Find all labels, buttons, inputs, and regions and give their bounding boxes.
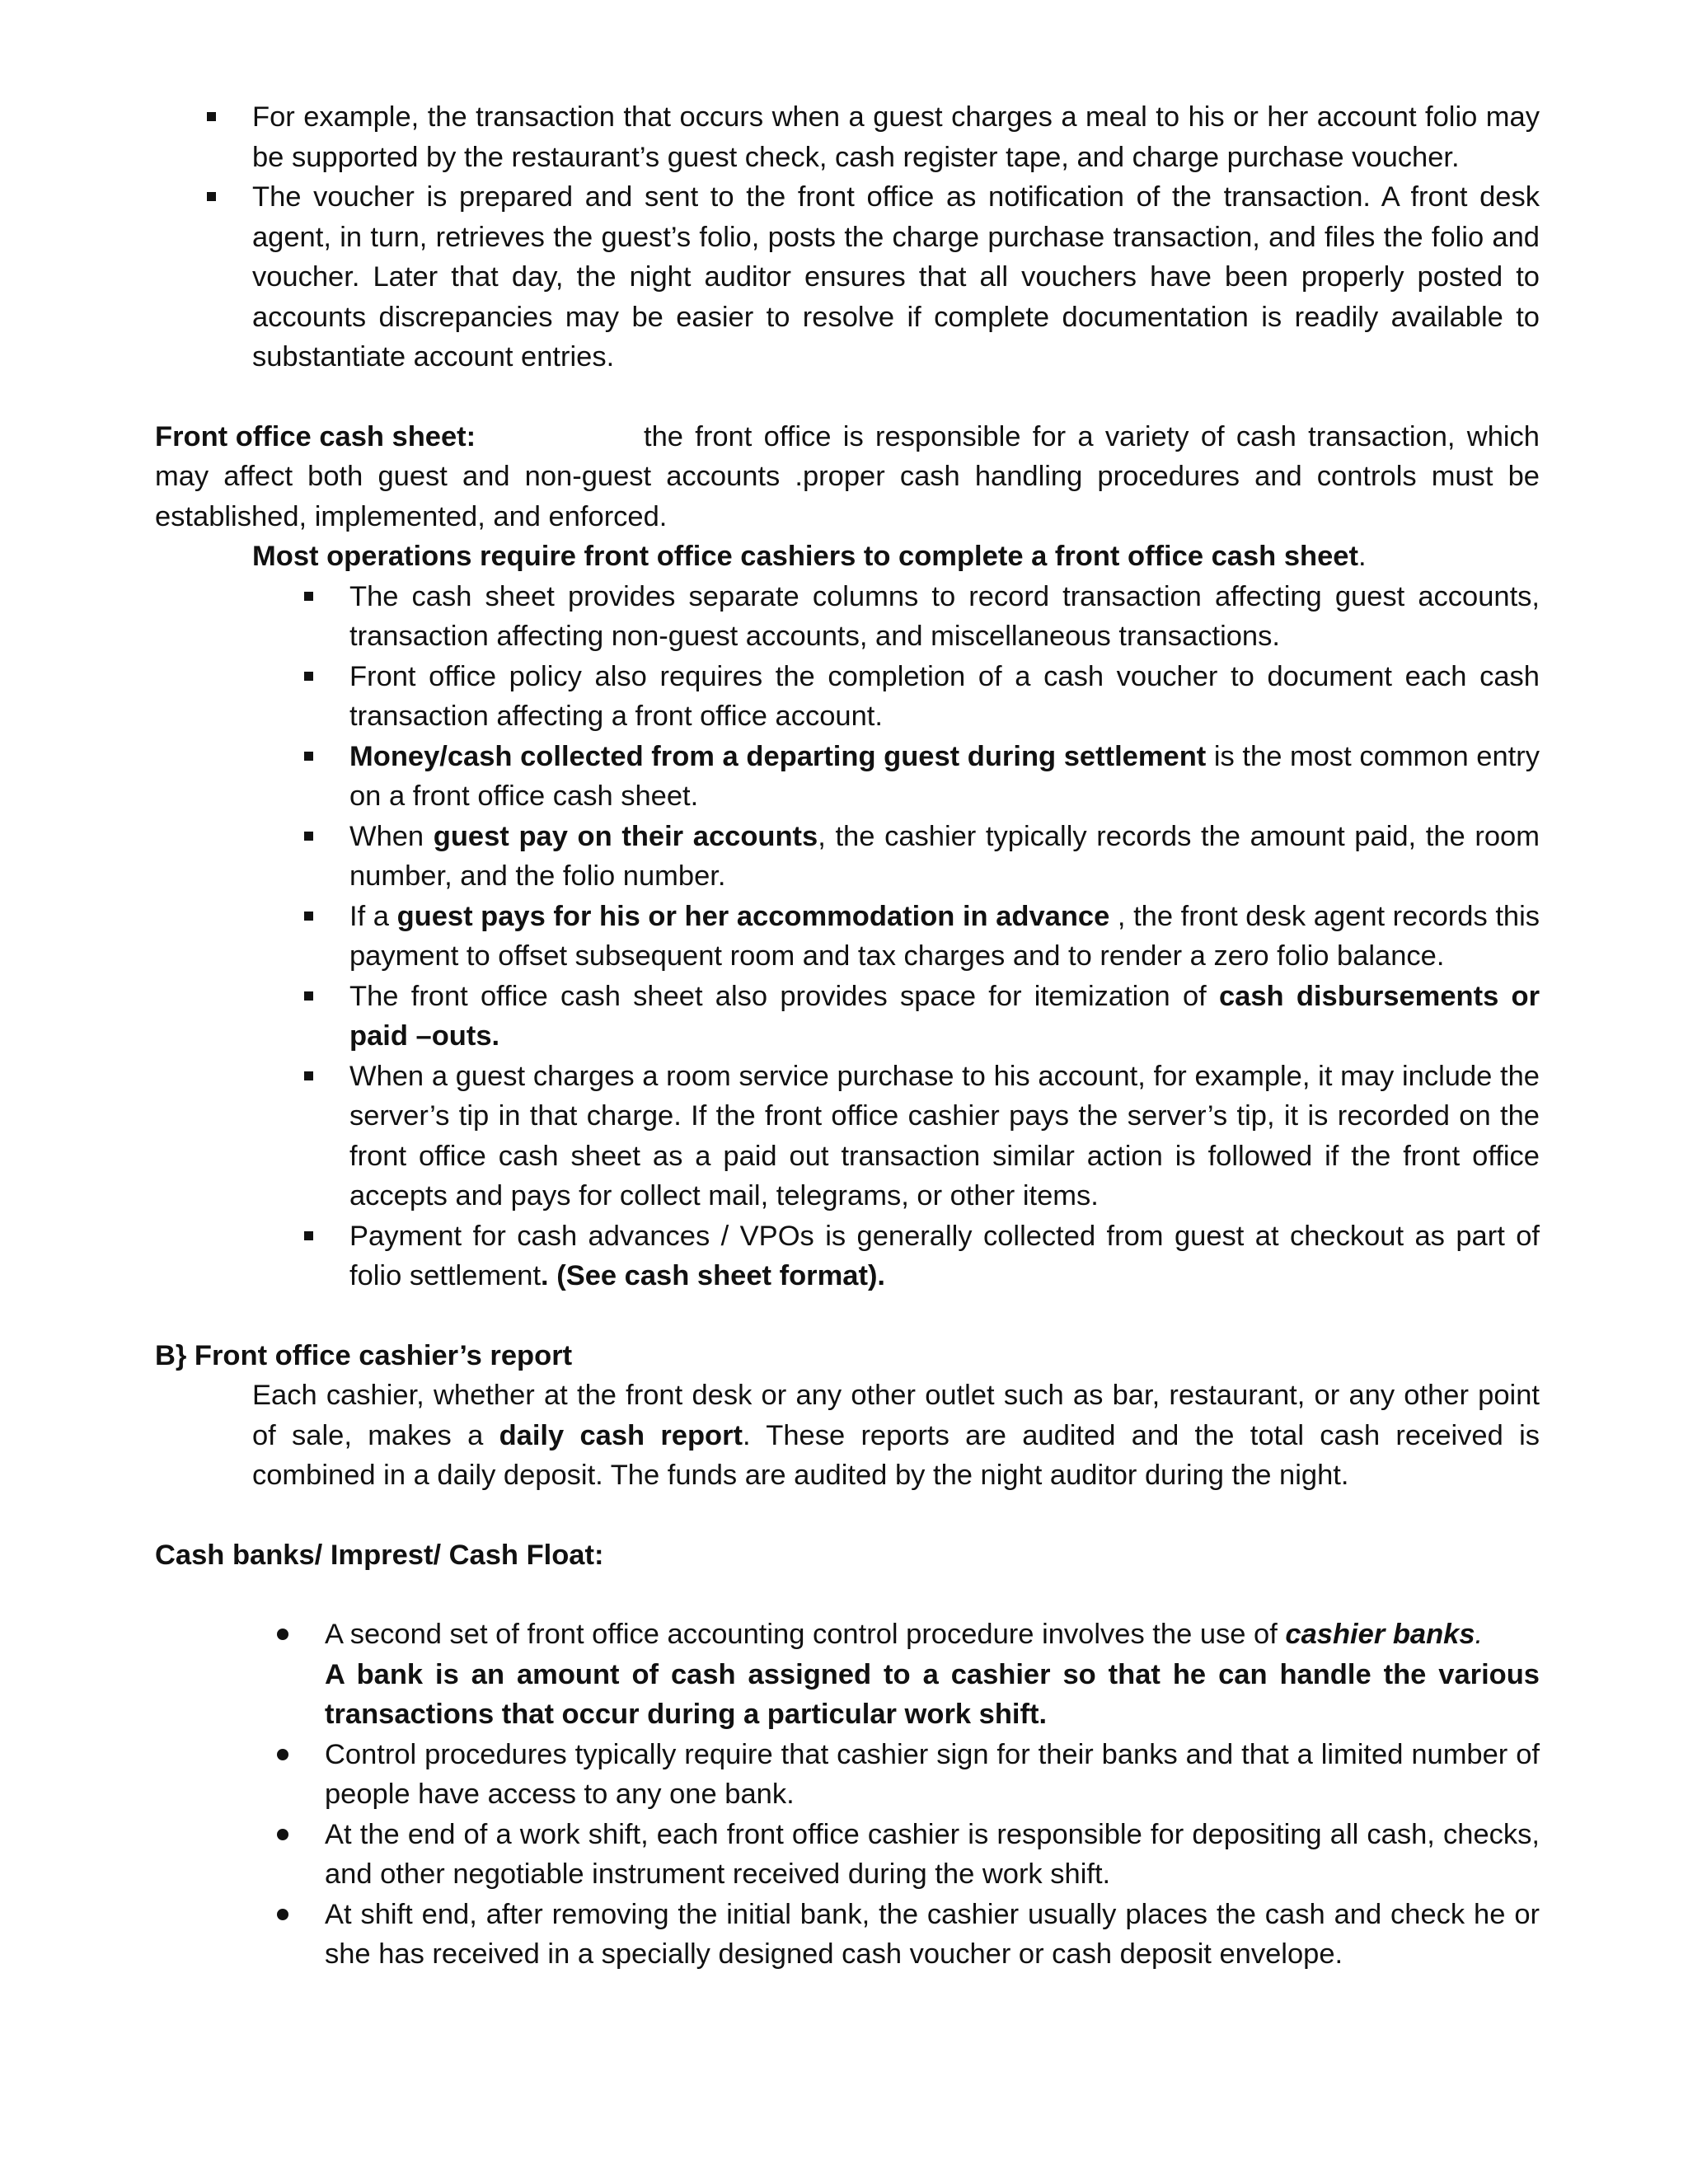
list-item: Front office policy also requires the completion of a cash voucher to document each cash transaction affecting a front office account. [252,657,1540,737]
list-item: At the end of a work shift, each front office cashier is responsible for depositing all cash, checks, and other negotiable instrument received during the work shift. [252,1815,1540,1895]
cash-banks-heading: Cash banks/ Impres​t/ Cash Float: [155,1539,604,1571]
bold-text: cash disbursements or paid –outs. [349,980,1540,1052]
text: A second set of front office accounting control procedure involves the use of [325,1619,1286,1650]
cash-sheet-lead-tail: . [1357,541,1367,572]
cash-sheet-lead [252,537,1540,577]
bold-text: daily cash report [499,1419,743,1451]
list-item [252,897,1540,977]
cash-sheet-lead-bold: Most operations require front office cashiers to complete a front office cash sheet [252,541,1358,572]
text: . These reports are audited and the total cash received is combined in a daily deposit. The funds are audited by the night auditor during the night. [252,1419,1540,1491]
text: Each cashier, whether at the front desk or any other outlet such as bar, restaurant, or any other point of sale, makes a [252,1380,1540,1451]
list-item: When a guest charges a room service purchase to his account, for example, it may include the server’s tip in that charge. If the front office cashier pays the server’s tip, it is recorded on the front office cash sheet as a paid out transaction similar action is followed if the front office accepts and pays for collect mail, telegrams, or other items. [252,1057,1540,1216]
cash-sheet-intro-text: the front office is responsible for a variety of cash transaction, which may affect both guest and non-guest accounts .proper cash handling procedures and controls must be established, implemented, and enforced. [155,420,1540,532]
text: When [349,820,434,852]
cashier-report-heading: B} Front office cashier’s report [155,1339,573,1371]
list-item: Control procedures typically require that cashier sign for their banks and that a limited number of people have access to any one bank. [252,1735,1540,1815]
text: If a [349,900,397,932]
text: , the cashier typically records the amount paid, the room number, and the folio number. [349,820,1540,892]
list-item [252,1615,1540,1735]
bold-text: . (See cash sheet format). [541,1260,886,1291]
list-item: At shift end, after removing the initial bank, the cashier usually places the cash and check he or she has received in a specially designed cash voucher or cash deposit envelope. [252,1895,1540,1975]
bold-text: Money/cash collected from a departing guest during settlement [349,740,1207,772]
list-item: For example, the transaction that occurs when a guest charges a meal to his or her account folio may be supported by the restaurant’s guest check, cash register tape, and charge purchase voucher. [155,97,1540,177]
text: Payment for cash advances / VPOs is generally collected from guest at checkout as part of folio settlement [349,1220,1540,1291]
bold-text: guest pays for his or her accommodation in advance [396,900,1110,932]
text: The front office cash sheet also provides space for itemization of [349,980,1219,1012]
list-item [252,817,1540,897]
text: , the front desk agent records this payment to offset subsequent room and tax charges and to render a zero folio balance. [349,900,1540,972]
list-item [252,977,1540,1057]
bold-text: A bank is an amount of cash assigned to a cashier so that he can handle the various transactions that occur during a particular work shift. [325,1658,1540,1730]
list-item [252,1216,1540,1296]
text: . [1475,1619,1484,1650]
cash-banks-bullet-list [252,1615,1540,1975]
text: is the most common entry on a front office cash sheet. [349,740,1540,812]
cash-sheet-heading: Front office cash sheet: [155,420,476,452]
cash-sheet-bullet-list [252,577,1540,1296]
cashier-report-paragraph [252,1376,1540,1496]
cash-sheet-intro [155,417,1540,537]
bold-italic-text: cashier banks [1285,1619,1475,1650]
list-item: The voucher is prepared and sent to the front office as notification of the transaction. A front desk agent, in turn, retrieves the guest’s folio, posts the charge purchase transaction, and files the folio and voucher. Later that day, the night auditor ensures that all vouchers have been properly posted to accounts discrepancies may be easier to resolve if complete documentation is readily available to substantiate account entries. [155,177,1540,377]
list-item [252,737,1540,817]
list-item: The cash sheet provides separate columns to record transaction affecting guest accounts, transaction affecting non-guest accounts, and miscellaneous transactions. [252,577,1540,657]
bold-text: guest pay on their accounts [433,820,818,852]
intro-bullet-list [155,97,1540,377]
